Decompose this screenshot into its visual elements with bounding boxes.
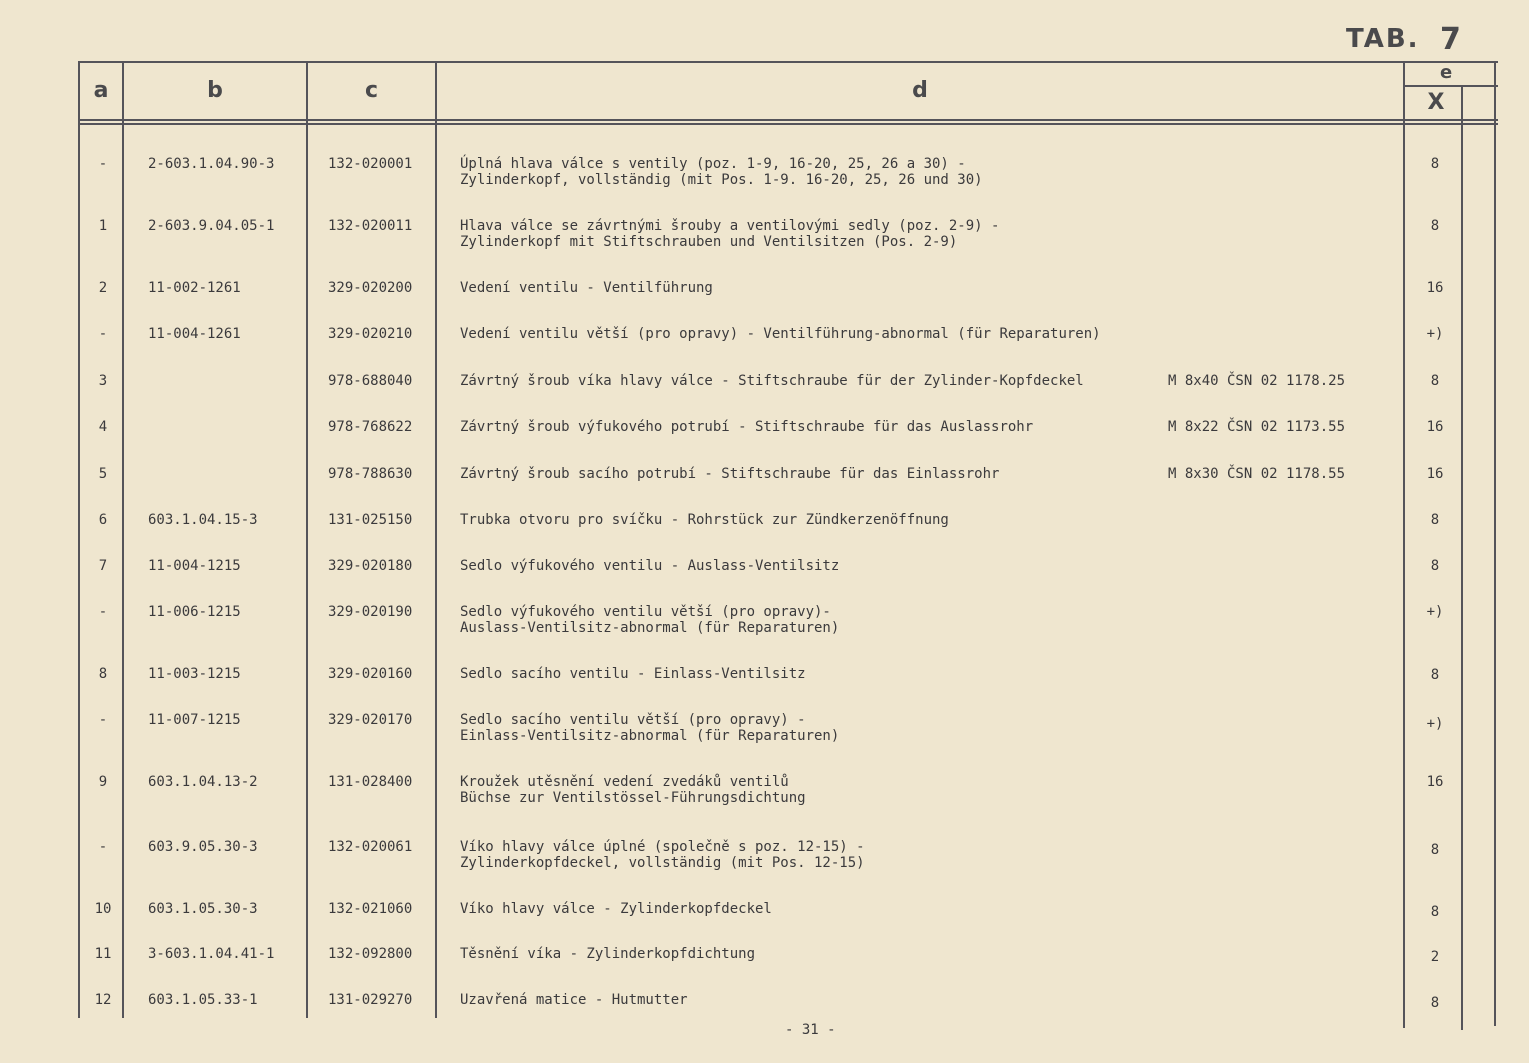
cell-description-line1: Víko hlavy válce - Zylinderkopfdeckel <box>460 901 772 917</box>
cell-drawing-number: 11-004-1215 <box>148 558 241 574</box>
cell-catalog-number: 132-020001 <box>328 156 413 172</box>
cell-quantity: +) <box>1426 326 1444 342</box>
cell-drawing-number: 11-002-1261 <box>148 280 241 296</box>
cell-description-line1: Uzavřená matice - Hutmutter <box>460 992 688 1008</box>
cell-drawing-number: 603.1.05.33-1 <box>148 992 258 1008</box>
cell-standard-spec: M 8x22 ČSN 02 1173.55 <box>1168 419 1346 435</box>
col-header-a: a <box>93 78 109 103</box>
cell-catalog-number: 978-788630 <box>328 466 413 482</box>
col-divider-ab <box>122 61 124 1018</box>
cell-drawing-number: 2-603.9.04.05-1 <box>148 218 275 234</box>
cell-drawing-number: 603.1.05.30-3 <box>148 901 258 917</box>
cell-description-line2: Büchse zur Ventilstössel-Führungsdichtung <box>460 790 806 806</box>
cell-description-line1: Víko hlavy válce úplné (společně s poz. 12-15) - <box>460 839 865 855</box>
cell-position: - <box>98 326 108 342</box>
cell-description-line1: Sedlo sacího ventilu větší (pro opravy) - <box>460 712 806 728</box>
cell-quantity: 16 <box>1426 419 1444 435</box>
cell-drawing-number: 11-006-1215 <box>148 604 241 620</box>
cell-position: 5 <box>98 466 108 482</box>
cell-drawing-number: 11-004-1261 <box>148 326 241 342</box>
cell-position: - <box>98 712 108 728</box>
cell-description-line1: Závrtný šroub víka hlavy válce - Stiftschraube für der Zylinder-Kopfdeckel <box>460 373 1084 389</box>
cell-quantity: 8 <box>1430 995 1440 1011</box>
cell-description-line1: Úplná hlava válce s ventily (poz. 1-9, 16-20, 25, 26 a 30) - <box>460 156 966 172</box>
cell-position: 7 <box>98 558 108 574</box>
cell-catalog-number: 131-029270 <box>328 992 413 1008</box>
cell-quantity: 2 <box>1430 949 1440 965</box>
cell-quantity: +) <box>1426 604 1444 620</box>
cell-quantity: +) <box>1426 716 1444 732</box>
cell-position: - <box>98 156 108 172</box>
cell-catalog-number: 329-020200 <box>328 280 413 296</box>
cell-quantity: 8 <box>1430 512 1440 528</box>
cell-position: 9 <box>98 774 108 790</box>
cell-drawing-number: 11-003-1215 <box>148 666 241 682</box>
cell-description-line1: Hlava válce se závrtnými šrouby a ventilovými sedly (poz. 2-9) - <box>460 218 1000 234</box>
cell-position: 12 <box>94 992 112 1008</box>
cell-drawing-number: 2-603.1.04.90-3 <box>148 156 275 172</box>
cell-description-line1: Těsnění víka - Zylinderkopfdichtung <box>460 946 756 962</box>
cell-description-line1: Závrtný šroub výfukového potrubí - Stiftschraube für das Auslassrohr <box>460 419 1034 435</box>
cell-position: 1 <box>98 218 108 234</box>
col-divider-left <box>78 61 80 1018</box>
cell-quantity: 8 <box>1430 667 1440 683</box>
cell-position: - <box>98 839 108 855</box>
cell-standard-spec: M 8x30 ČSN 02 1178.55 <box>1168 466 1346 482</box>
cell-description-line1: Sedlo sacího ventilu - Einlass-Ventilsitz <box>460 666 806 682</box>
cell-catalog-number: 329-020190 <box>328 604 413 620</box>
cell-catalog-number: 131-028400 <box>328 774 413 790</box>
col-divider-de <box>1403 61 1405 1028</box>
col-header-b: b <box>207 78 223 103</box>
cell-catalog-number: 329-020170 <box>328 712 413 728</box>
cell-quantity: 8 <box>1430 218 1440 234</box>
col-header-e: e <box>1440 62 1453 83</box>
cell-description-line1: Trubka otvoru pro svíčku - Rohrstück zur Zündkerzenöffnung <box>460 512 949 528</box>
cell-position: 4 <box>98 419 108 435</box>
cell-catalog-number: 978-768622 <box>328 419 413 435</box>
header-rule-1 <box>78 119 1498 121</box>
cell-catalog-number: 329-020160 <box>328 666 413 682</box>
cell-drawing-number: 3-603.1.04.41-1 <box>148 946 275 962</box>
cell-quantity: 8 <box>1430 558 1440 574</box>
col-divider-bc <box>306 61 308 1018</box>
cell-position: 6 <box>98 512 108 528</box>
cell-description-line2: Zylinderkopf mit Stiftschrauben und Ventilsitzen (Pos. 2-9) <box>460 234 958 250</box>
cell-description-line2: Zylinderkopf, vollständig (mit Pos. 1-9. 16-20, 25, 26 und 30) <box>460 172 983 188</box>
cell-drawing-number: 603.9.05.30-3 <box>148 839 258 855</box>
cell-catalog-number: 329-020180 <box>328 558 413 574</box>
cell-catalog-number: 131-025150 <box>328 512 413 528</box>
cell-description-line1: Závrtný šroub sacího potrubí - Stiftschraube für das Einlassrohr <box>460 466 1000 482</box>
cell-description-line1: Sedlo výfukového ventilu - Auslass-Ventilsitz <box>460 558 840 574</box>
cell-position: - <box>98 604 108 620</box>
cell-catalog-number: 329-020210 <box>328 326 413 342</box>
cell-drawing-number: 603.1.04.13-2 <box>148 774 258 790</box>
table-number: 7 <box>1440 22 1461 57</box>
cell-standard-spec: M 8x40 ČSN 02 1178.25 <box>1168 373 1346 389</box>
cell-description-line1: Vedení ventilu - Ventilführung <box>460 280 713 296</box>
cell-catalog-number: 132-020061 <box>328 839 413 855</box>
cell-description-line1: Kroužek utěsnění vedení zvedáků ventilů <box>460 774 789 790</box>
cell-quantity: 16 <box>1426 774 1444 790</box>
cell-drawing-number: 11-007-1215 <box>148 712 241 728</box>
page-number: - 31 - <box>785 1022 836 1038</box>
cell-catalog-number: 978-688040 <box>328 373 413 389</box>
cell-catalog-number: 132-020011 <box>328 218 413 234</box>
cell-position: 10 <box>94 901 112 917</box>
cell-drawing-number: 603.1.04.15-3 <box>148 512 258 528</box>
cell-catalog-number: 132-092800 <box>328 946 413 962</box>
cell-position: 3 <box>98 373 108 389</box>
col-header-d: d <box>912 78 928 103</box>
cell-quantity: 8 <box>1430 904 1440 920</box>
table-label: TAB. <box>1346 24 1420 54</box>
cell-position: 8 <box>98 666 108 682</box>
cell-description-line2: Auslass-Ventilsitz-abnormal (für Reparaturen) <box>460 620 840 636</box>
cell-quantity: 8 <box>1430 373 1440 389</box>
col-divider-cd <box>435 61 437 1018</box>
e-header-divider <box>1404 85 1498 87</box>
cell-quantity: 8 <box>1430 842 1440 858</box>
cell-quantity: 16 <box>1426 466 1444 482</box>
col-header-quantity: X <box>1427 90 1445 115</box>
cell-quantity: 8 <box>1430 156 1440 172</box>
frame-top-line <box>78 61 1498 63</box>
cell-quantity: 16 <box>1426 280 1444 296</box>
col-divider-right <box>1494 61 1496 1026</box>
header-rule-2 <box>78 123 1498 125</box>
cell-catalog-number: 132-021060 <box>328 901 413 917</box>
col-header-c: c <box>364 78 379 103</box>
cell-description-line1: Vedení ventilu větší (pro opravy) - Ventilführung-abnormal (für Reparaturen) <box>460 326 1101 342</box>
cell-description-line1: Sedlo výfukového ventilu větší (pro opravy)- <box>460 604 831 620</box>
cell-position: 11 <box>94 946 112 962</box>
cell-description-line2: Zylinderkopfdeckel, vollständig (mit Pos. 12-15) <box>460 855 865 871</box>
cell-description-line2: Einlass-Ventilsitz-abnormal (für Reparaturen) <box>460 728 840 744</box>
cell-position: 2 <box>98 280 108 296</box>
